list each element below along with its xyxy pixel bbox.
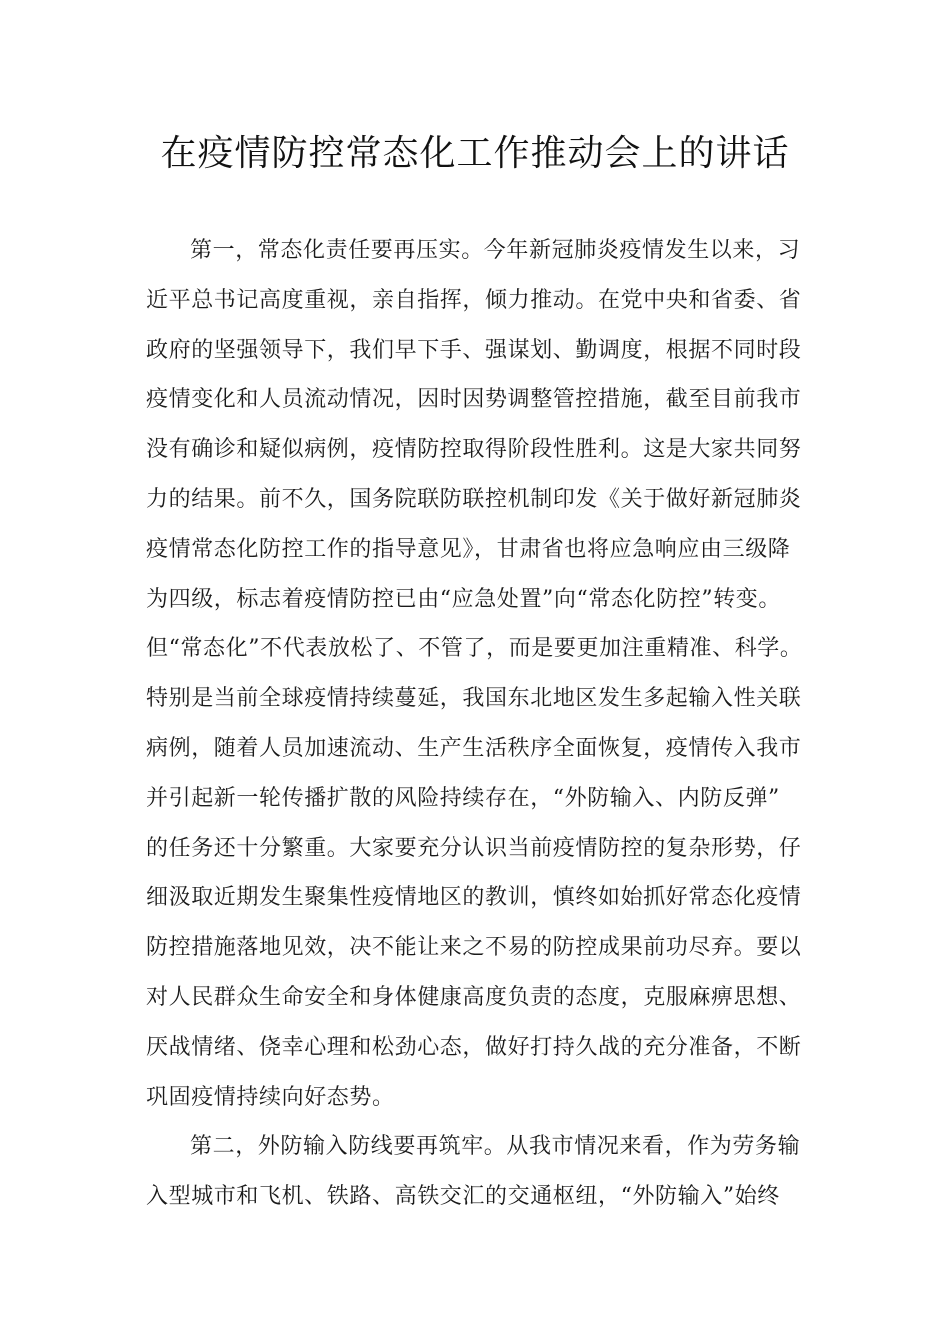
- paragraph-1-line-8: 为四级，标志着疫情防控已由“应急处置”向“常态化防控”转变。: [146, 586, 781, 612]
- paragraph-1-line-10: 特别是当前全球疫情持续蔓延，我国东北地区发生多起输入性关联: [146, 686, 802, 712]
- paragraph-1-line-16: 对人民群众生命安全和身体健康高度负责的态度，克服麻痹思想、: [146, 984, 802, 1010]
- paragraph-1-line-4: 疫情变化和人员流动情况，因时因势调整管控措施，截至目前我市: [146, 387, 802, 413]
- paragraph-1-line-15: 防控措施落地见效，决不能让来之不易的防控成果前功尽弃。要以: [146, 935, 802, 961]
- paragraph-1-line-3: 政府的坚强领导下，我们早下手、强谋划、勤调度，根据不同时段: [146, 337, 802, 363]
- document-body: [146, 226, 826, 1222]
- paragraph-1-line-6: 力的结果。前不久，国务院联防联控机制印发《关于做好新冠肺炎: [146, 486, 802, 512]
- paragraph-1-line-12: 并引起新一轮传播扩散的风险持续存在，“外防输入、内防反弹”: [146, 785, 780, 811]
- paragraph-2-line-1: 第二，外防输入防线要再筑牢。从我市情况来看，作为劳务输: [190, 1134, 801, 1160]
- paragraph-1-line-18: 巩固疫情持续向好态势。: [146, 1084, 395, 1110]
- paragraph-1-line-7: 疫情常态化防控工作的指导意见》，甘肃省也将应急响应由三级降: [146, 536, 791, 562]
- paragraph-2-line-2: 入型城市和飞机、铁路、高铁交汇的交通枢纽，“外防输入”始终: [146, 1184, 780, 1210]
- paragraph-1-line-1: 第一，常态化责任要再压实。今年新冠肺炎疫情发生以来，习: [190, 238, 801, 263]
- paragraph-1-line-17: 厌战情绪、侥幸心理和松劲心态，做好打持久战的充分准备，不断: [146, 1034, 802, 1060]
- paragraph-1-line-14: 细汲取近期发生聚集性疫情地区的教训，慎终如始抓好常态化疫情: [146, 885, 802, 911]
- paragraph-1-line-13: 的任务还十分繁重。大家要充分认识当前疫情防控的复杂形势，仔: [146, 835, 802, 861]
- paragraph-1-line-11: 病例，随着人员加速流动、生产生活秩序全面恢复，疫情传入我市: [146, 735, 802, 761]
- document-title: 在疫情防控常态化工作推动会上的讲话: [160, 133, 790, 174]
- paragraph-1-line-2: 近平总书记高度重视，亲自指挥，倾力推动。在党中央和省委、省: [146, 287, 802, 313]
- paragraph-1-line-5: 没有确诊和疑似病例，疫情防控取得阶段性胜利。这是大家共同努: [146, 437, 802, 463]
- paragraph-1-line-9: 但“常态化”不代表放松了、不管了，而是要更加注重精准、科学。: [146, 636, 803, 662]
